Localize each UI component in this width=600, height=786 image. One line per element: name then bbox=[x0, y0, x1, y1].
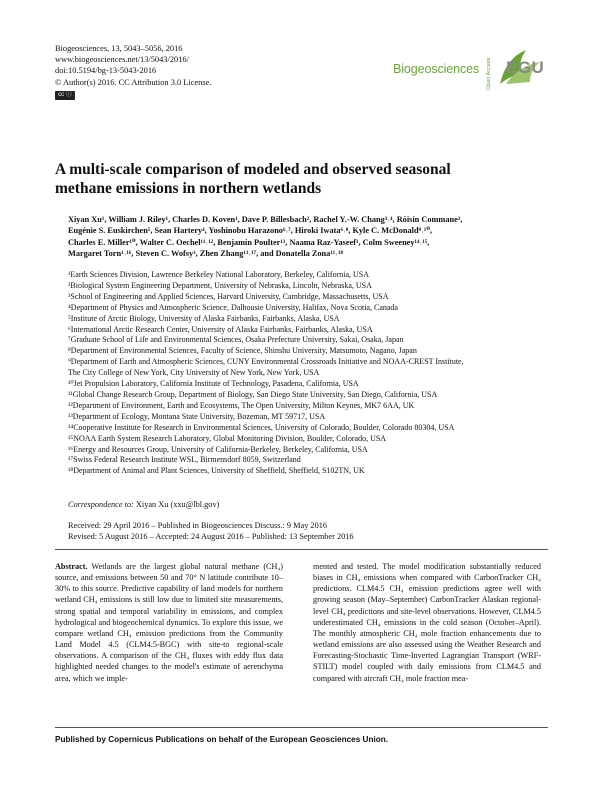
affiliation: ¹³Department of Ecology, Montana State University, Bozeman, MT 59717, USA bbox=[68, 411, 326, 421]
affiliation: ⁶International Arctic Research Center, University of Alaska Fairbanks, Fairbanks, Alaska, USA bbox=[68, 324, 373, 334]
affiliation: ²Biological System Engineering Department, University of Nebraska, Lincoln, Nebraska, USA bbox=[68, 280, 372, 290]
affiliation: ¹²Department of Environment, Earth and Ecosystems, The Open University, Milton Keynes, MK7 6AA, UK bbox=[68, 400, 415, 410]
abstract-text-left: Wetlands are the largest global natural methane (CH₄) source, and emissions between 50 and 70° N latitude contribute 10–30% to this source. Predictive capability of land models for northern wetland CH₄ emissions is still low due to limited site measurements, strong spatial and temporal variability in emissions, and complex hydrological and biogeochemical dynamics. To explore this issue, we compare wetland CH₄ emission predictions from the Community Land Model 4.5 (CLM4.5-BGC) with site-to regional-scale observations. A comparison of the CH₄ fluxes with eddy flux data highlighted needed changes to the model's estimate of aerenchyma area, which we imple- bbox=[55, 562, 284, 683]
abstract-text-right: mented and tested. The model modification substantially reduced biases in CH₄ emissions when compared with CarbonTracker CH₄ predictions. CLM4.5 CH₄ emission predictions agree well with growing season (May–September) CarbonTracker Alaskan regional-level CH₄ predictions and site-level observations. However, CLM4.5 underestimated CH₄ emissions in the cold season (October–April). The monthly atmospheric CH₄ mole fraction enhancements due to wetland emissions are also assessed using the Weather Research and Forecasting-Stochastic Time-Inverted Lagrangian Transport (WRF-STILT) model coupled with daily emissions from CLM4.5 and compared with aircraft CH₄ mole fraction mea- bbox=[313, 562, 541, 683]
affiliation: ¹⁴Cooperative Institute for Research in Environmental Sciences, University of Colorado, Boulder, Colorado 80304, USA bbox=[68, 422, 455, 432]
journal-metadata bbox=[55, 43, 211, 100]
title-line-1: A multi-scale comparison of modeled and observed seasonal bbox=[55, 161, 451, 178]
author-list bbox=[68, 214, 548, 259]
correspondence bbox=[68, 500, 219, 509]
paper-title bbox=[55, 160, 525, 198]
egu-wordmark: EGU bbox=[506, 58, 545, 77]
affiliation: ¹⁷Swiss Federal Research Institute WSL, Birmensdorf 8059, Switzerland bbox=[68, 455, 301, 465]
correspondence-email[interactable]: Xiyan Xu (xxu@lbl.gov) bbox=[135, 500, 220, 509]
publisher-footer: Published by Copernicus Publications on behalf of the European Geosciences Union. bbox=[55, 735, 389, 744]
title-line-2: methane emissions in northern wetlands bbox=[55, 180, 322, 197]
affiliation: ⁸Department of Environmental Sciences, Faculty of Science, Shinshu University, Matsumoto, Nagano, Japan bbox=[68, 346, 417, 356]
footer-divider bbox=[55, 727, 548, 728]
cc-license-badge: cc ⓘ bbox=[55, 91, 75, 100]
section-divider bbox=[55, 549, 548, 550]
affiliation: ³School of Engineering and Applied Sciences, Harvard University, Cambridge, Massachusetts, USA bbox=[68, 291, 389, 301]
open-access-label: Open Access bbox=[486, 57, 492, 90]
affiliation: The City College of New York, City University of New York, New York, USA bbox=[68, 368, 320, 378]
abstract-column-left bbox=[55, 561, 283, 684]
journal-url[interactable]: www.biogeosciences.net/13/5043/2016/ bbox=[55, 55, 189, 65]
affiliation: ¹⁸Department of Animal and Plant Sciences, University of Sheffield, Sheffield, S102TN, UK bbox=[68, 466, 365, 476]
affiliation: ¹⁵NOAA Earth System Research Laboratory, Global Monitoring Division, Boulder, Colorado, USA bbox=[68, 433, 387, 443]
author-line: Margaret Torn¹˒¹⁶, Steven C. Wofsy³, Zhen Zhang¹³˒¹⁷, and Donatella Zona¹¹˒¹⁸ bbox=[68, 248, 344, 258]
affiliation: ¹Earth Sciences Division, Lawrence Berkeley National Laboratory, Berkeley, California, USA bbox=[68, 270, 370, 279]
affiliation: ¹⁶Energy and Resources Group, University of California-Berkeley, Berkeley, California, USA bbox=[68, 444, 368, 454]
affiliation: ⁴Department of Physics and Atmospheric Science, Dalhousie University, Halifax, Nova Scotia, Canada bbox=[68, 302, 398, 312]
author-line: Xiyan Xu¹, William J. Riley¹, Charles D. Koven¹, Dave P. Billesbach², Rachel Y.-W. Chang³˒⁴, Róisín Commane³, bbox=[68, 215, 463, 224]
author-line: Eugénie S. Euskirchen⁵, Sean Hartery⁴, Yoshinobu Harazono⁶˒⁷, Hiroki Iwata⁶˒⁸, Kyle C. McDonald⁹˒¹⁰, bbox=[68, 226, 433, 236]
affiliation: ⁵Institute of Arctic Biology, University of Alaska Fairbanks, Fairbanks, Alaska, USA bbox=[68, 313, 340, 323]
author-line: Charles E. Miller¹⁰, Walter C. Oechel¹¹˒¹², Benjamin Poulter¹³, Naama Raz-Yaseef¹, Colm Sweeney¹⁴˒¹⁵, bbox=[68, 237, 430, 247]
revised-line: Revised: 5 August 2016 – Accepted: 24 August 2016 – Published: 13 September 2016 bbox=[68, 532, 354, 541]
received-line: Received: 29 April 2016 – Published in Biogeosciences Discuss.: 9 May 2016 bbox=[68, 521, 328, 530]
abstract-column-right bbox=[313, 561, 541, 684]
affiliation: ⁷Graduate School of Life and Environmental Sciences, Osaka Prefecture University, Sakai, Osaka, Japan bbox=[68, 335, 404, 345]
affiliation-list bbox=[68, 270, 548, 477]
affiliation: ¹⁰Jet Propulsion Laboratory, California Institute of Technology, Pasadena, California, USA bbox=[68, 379, 359, 389]
publication-dates bbox=[68, 520, 354, 542]
abstract-label: Abstract. bbox=[55, 562, 88, 571]
correspondence-label: Correspondence to: bbox=[68, 500, 134, 509]
journal-logo-name: Biogeosciences bbox=[393, 62, 480, 76]
affiliation: ⁹Department of Earth and Atmospheric Sciences, CUNY Environmental Crossroads Initiative and NOAA-CREST Institute, bbox=[68, 357, 464, 367]
doi[interactable]: doi:10.5194/bg-13-5043-2016 bbox=[55, 66, 157, 76]
affiliation: ¹¹Global Change Research Group, Department of Biology, San Diego State University, San Diego, California, USA bbox=[68, 389, 438, 399]
journal-citation: Biogeosciences, 13, 5043–5056, 2016 bbox=[55, 44, 183, 53]
copyright-notice: © Author(s) 2016. CC Attribution 3.0 License. bbox=[55, 77, 212, 87]
